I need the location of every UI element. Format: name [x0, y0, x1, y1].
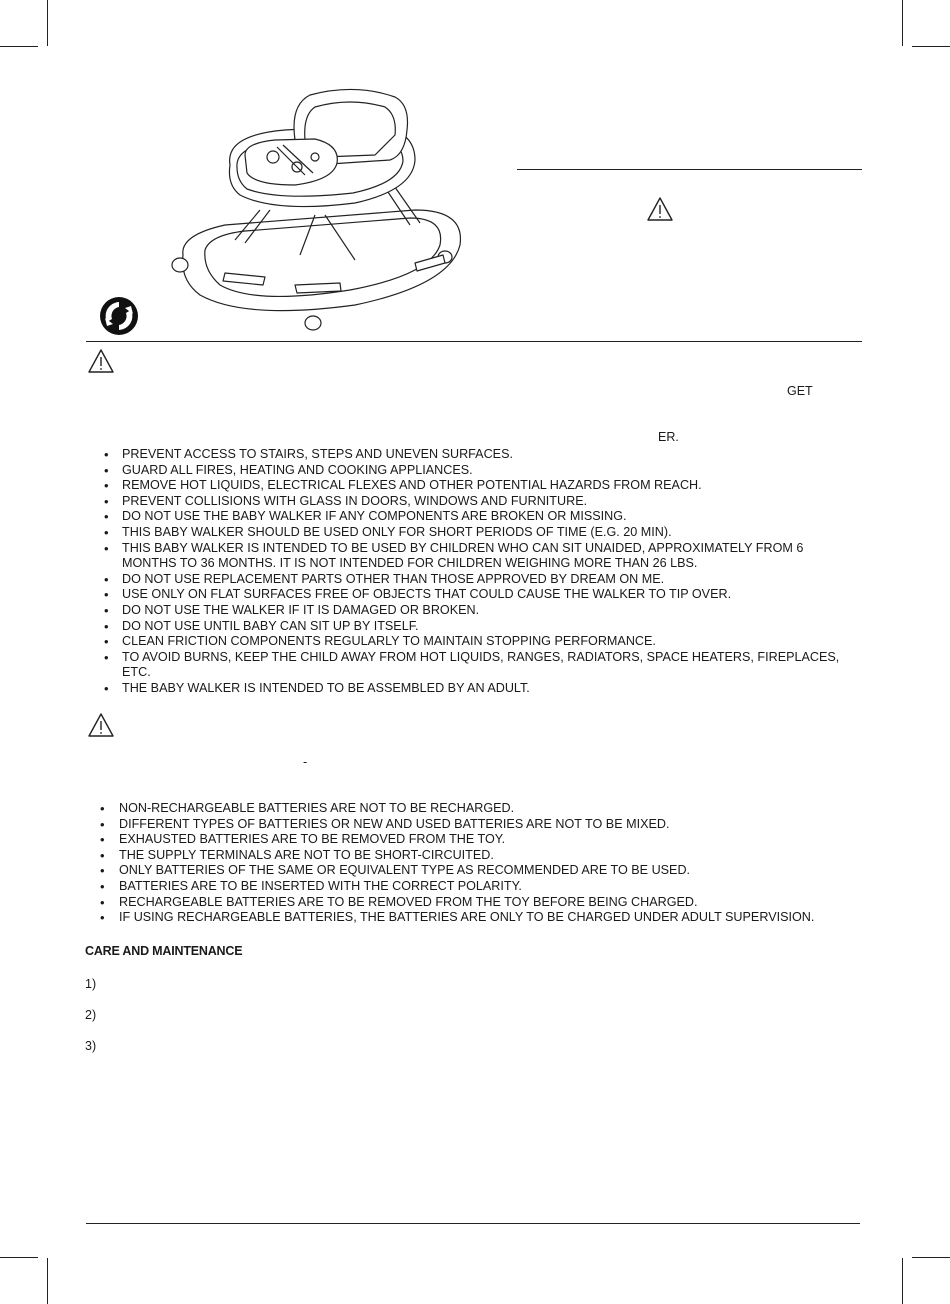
- list-item: • THE SUPPLY TERMINALS ARE NOT TO BE SHORT-CIRCUITED.: [100, 847, 494, 863]
- list-item: • BATTERIES ARE TO BE INSERTED WITH THE CORRECT POLARITY.: [100, 878, 522, 894]
- list-item: • NON-RECHARGEABLE BATTERIES ARE NOT TO BE RECHARGED.: [100, 801, 515, 816]
- list-item: • RECHARGEABLE BATTERIES ARE TO BE REMOVED FROM THE TOY BEFORE BEING CHARGED.: [100, 894, 698, 910]
- list-item: • DO NOT USE THE BABY WALKER IF ANY COMPONENTS ARE BROKEN OR MISSING.: [104, 509, 627, 525]
- crop-mark-bottom-right-v: [902, 1258, 903, 1304]
- crop-mark-top-right-h: [912, 46, 950, 47]
- care-step-1: 1): [85, 977, 97, 991]
- text-fragment-get: GET: [787, 384, 813, 398]
- crop-mark-bottom-left-v: [47, 1258, 48, 1304]
- list-item: • DO NOT USE REPLACEMENT PARTS OTHER THAN THOSE APPROVED BY DREAM ON ME.: [104, 571, 665, 587]
- warning-icon: [646, 196, 674, 222]
- crop-mark-top-left-h: [0, 46, 38, 47]
- care-heading: CARE AND MAINTENANCE: [85, 944, 243, 958]
- battery-warnings-list: [100, 801, 860, 926]
- list-item: • CLEAN FRICTION COMPONENTS REGULARLY TO MAINTAIN STOPPING PERFORMANCE.: [104, 634, 656, 650]
- green-dot-recycle-icon: [99, 296, 139, 336]
- list-item: • PREVENT COLLISIONS WITH GLASS IN DOORS, WINDOWS AND FURNITURE.: [104, 493, 588, 509]
- list-item: • REMOVE HOT LIQUIDS, ELECTRICAL FLEXES AND OTHER POTENTIAL HAZARDS FROM REACH.: [104, 478, 702, 494]
- list-item: • IF USING RECHARGEABLE BATTERIES, THE BATTERIES ARE ONLY TO BE CHARGED UNDER ADULT SUPERVISION.: [100, 910, 815, 926]
- list-item: • ONLY BATTERIES OF THE SAME OR EQUIVALENT TYPE AS RECOMMENDED ARE TO BE USED.: [100, 863, 691, 879]
- list-item: • DO NOT USE THE WALKER IF IT IS DAMAGED OR BROKEN.: [104, 602, 480, 618]
- list-item: • THE BABY WALKER IS INTENDED TO BE ASSEMBLED BY AN ADULT.: [104, 680, 530, 696]
- crop-mark-top-left-v: [47, 0, 48, 46]
- list-item: • THIS BABY WALKER SHOULD BE USED ONLY FOR SHORT PERIODS OF TIME (E.G. 20 MIN).: [104, 524, 672, 540]
- care-step-2: 2): [85, 1008, 97, 1022]
- footer-rule: [86, 1223, 860, 1224]
- crop-mark-top-right-v: [902, 0, 903, 46]
- list-item: • THIS BABY WALKER IS INTENDED TO BE USED BY CHILDREN WHO CAN SIT UNAIDED, APPROXIMATELY FROM 6 MONTHS TO 36 MONTHS. IT IS NOT INTENDED FOR CHILDREN WEIGHING MORE THAN 26 LBS.: [104, 540, 804, 571]
- warning-icon: [87, 348, 115, 374]
- list-item: • DO NOT USE UNTIL BABY CAN SIT UP BY ITSELF.: [104, 618, 419, 634]
- baby-walker-illustration: [165, 85, 470, 335]
- crop-mark-bottom-left-h: [0, 1257, 38, 1258]
- care-step-3: 3): [85, 1039, 97, 1053]
- list-item: • GUARD ALL FIRES, HEATING AND COOKING APPLIANCES.: [104, 462, 473, 478]
- header-rule: [517, 169, 862, 170]
- list-item: • EXHAUSTED BATTERIES ARE TO BE REMOVED FROM THE TOY.: [100, 832, 506, 848]
- list-item: • PREVENT ACCESS TO STAIRS, STEPS AND UNEVEN SURFACES.: [104, 447, 513, 462]
- text-fragment-er: ER.: [658, 430, 679, 444]
- text-fragment-dash: -: [303, 755, 308, 769]
- section-rule: [86, 341, 862, 342]
- list-item: • DIFFERENT TYPES OF BATTERIES OR NEW AND USED BATTERIES ARE NOT TO BE MIXED.: [100, 816, 670, 832]
- list-item: • TO AVOID BURNS, KEEP THE CHILD AWAY FROM HOT LIQUIDS, RANGES, RADIATORS, SPACE HEATERS, FIREPLACES, ETC.: [104, 649, 840, 680]
- list-item: • USE ONLY ON FLAT SURFACES FREE OF OBJECTS THAT COULD CAUSE THE WALKER TO TIP OVER.: [104, 587, 732, 603]
- crop-mark-bottom-right-h: [912, 1257, 950, 1258]
- warning-icon: [87, 712, 115, 738]
- walker-warnings-list: [104, 447, 854, 697]
